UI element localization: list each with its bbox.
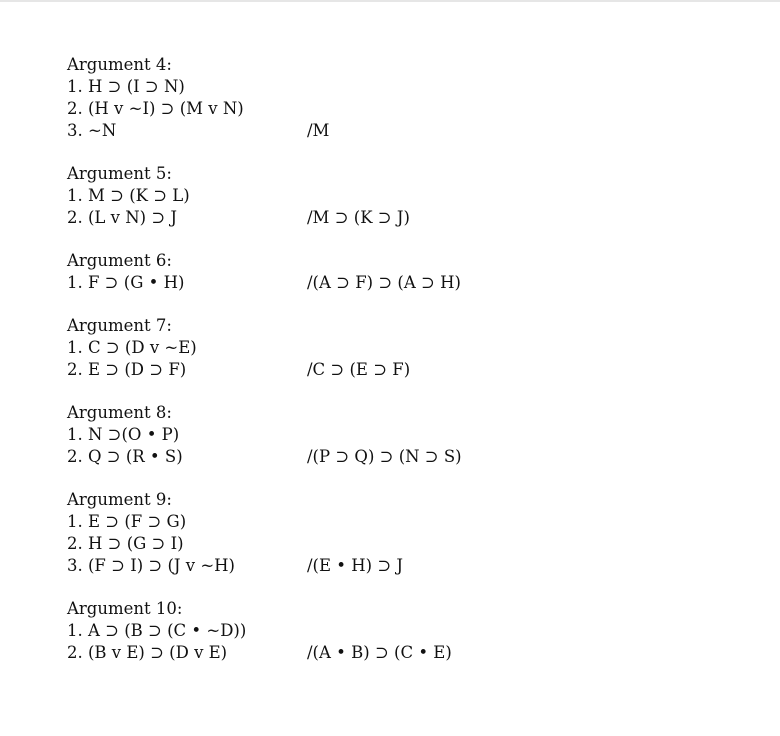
argument-block [67,54,727,142]
argument-block [67,315,727,381]
conclusion: /C ⊃ (E ⊃ F) [307,360,411,379]
conclusion: /(A ⊃ F) ⊃ (A ⊃ H) [307,273,461,292]
argument-title: Argument 7: [67,316,172,335]
page-top-edge [0,0,780,2]
premise: 1. N ⊃(O • P) [67,425,180,444]
argument-block [67,489,727,577]
premise-row [67,642,727,664]
premise: 1. E ⊃ (F ⊃ G) [67,512,187,531]
premise: 2. (H v ~I) ⊃ (M v N) [67,99,244,118]
conclusion: /(A • B) ⊃ (C • E) [307,643,452,662]
premise-row [67,272,727,294]
premise: 1. M ⊃ (K ⊃ L) [67,186,190,205]
premise: 2. (L v N) ⊃ J [67,208,177,227]
premise-row [67,207,727,229]
premise: 2. E ⊃ (D ⊃ F) [67,360,187,379]
argument-title: Argument 8: [67,403,172,422]
premise: 2. (B v E) ⊃ (D v E) [67,643,228,662]
conclusion: /(E • H) ⊃ J [307,556,404,575]
premise: 2. Q ⊃ (R • S) [67,447,183,466]
argument-title: Argument 9: [67,490,172,509]
premise-row [67,120,727,142]
premise: 3. (F ⊃ I) ⊃ (J v ~H) [67,556,235,575]
argument-title: Argument 5: [67,164,172,183]
premise: 1. C ⊃ (D v ~E) [67,338,197,357]
argument-title: Argument 4: [67,55,172,74]
argument-title: Argument 10: [67,599,183,618]
premise: 2. H ⊃ (G ⊃ I) [67,534,184,553]
premise: 1. H ⊃ (I ⊃ N) [67,77,185,96]
argument-block [67,598,727,664]
premise: 1. A ⊃ (B ⊃ (C • ~D)) [67,621,247,640]
argument-title: Argument 6: [67,251,172,270]
conclusion: /M ⊃ (K ⊃ J) [307,208,410,227]
premise-row [67,555,727,577]
premise: 1. F ⊃ (G • H) [67,273,185,292]
conclusion: /M [307,121,330,140]
argument-block [67,163,727,229]
argument-block [67,250,727,294]
premise-row [67,359,727,381]
document-body [67,54,727,685]
premise: 3. ~N [67,121,117,140]
conclusion: /(P ⊃ Q) ⊃ (N ⊃ S) [307,447,462,466]
premise-row [67,446,727,468]
argument-block [67,402,727,468]
